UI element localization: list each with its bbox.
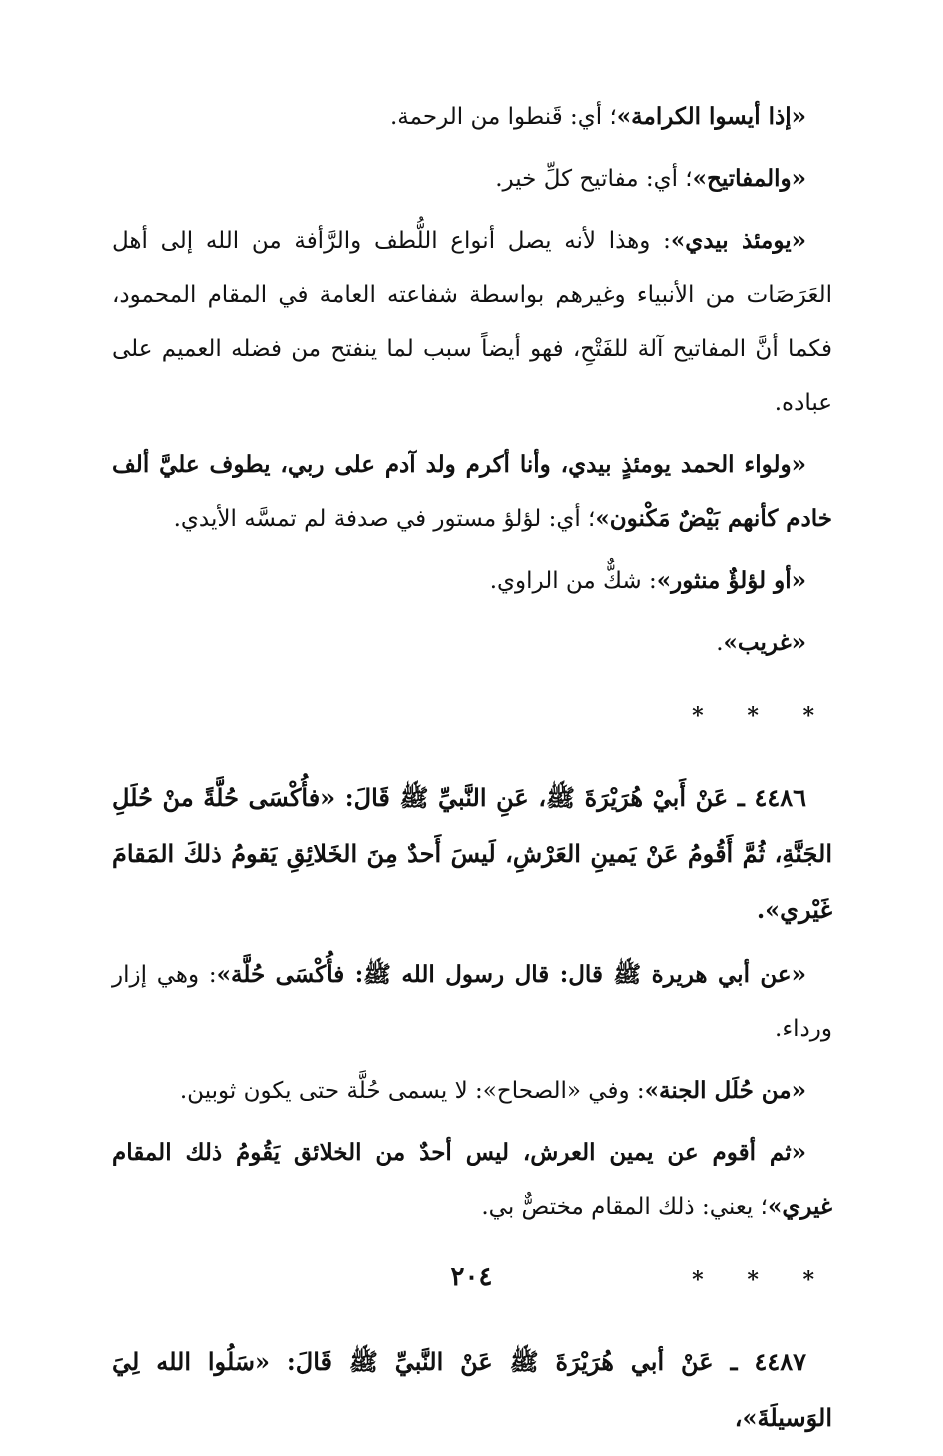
commentary-section-2 (112, 948, 832, 1234)
punctuation: : (629, 1078, 645, 1104)
explanation-text: وفي «الصحاح»: لا يسمى حُلَّة حتى يكون ثوبين. (179, 1078, 630, 1104)
commentary-section-1 (112, 90, 832, 670)
commentary-paragraph (112, 438, 832, 546)
punctuation: : (650, 228, 671, 254)
section-separator: * * * (692, 703, 832, 729)
commentary-paragraph (112, 90, 832, 144)
explanation-text: أي: مفاتيح كلِّ خير. (495, 166, 678, 192)
commentary-paragraph (112, 554, 832, 608)
punctuation: : (641, 568, 657, 594)
explanation-text: أي: قَنطوا من الرحمة. (389, 104, 603, 130)
quoted-phrase: «عن أبي هريرة ﷺ قال: قال رسول الله ﷺ: فأُكْسَى حُلَّة» (216, 961, 806, 988)
punctuation: ؛ (677, 166, 693, 192)
punctuation: ؛ (602, 104, 617, 130)
quoted-phrase: «إذا أيسوا الكرامة» (616, 103, 806, 130)
explanation-text: يعني: ذلك المقام مختصٌّ بي. (481, 1194, 754, 1220)
punctuation: ؛ (753, 1194, 768, 1220)
quoted-phrase: «يومئذ بيدي» (670, 227, 806, 254)
hadith-4486: ٤٤٨٦ ـ عَنْ أَبيْ هُرَيْرَةَ ﷺ، عَنِ النَّبيِّ ﷺ قَالَ: «فأُكْسَى حُلَّةً منْ حُلَلِ الجَنَّةِ، ثُمَّ أَقُومُ عَنْ يَمينِ العَرْشِ، لَيسَ أَحدٌ مِنَ الخَلائِقِ يَقومُ ذلكَ المَقامَ غَيْري». (112, 783, 832, 924)
commentary-paragraph (112, 152, 832, 206)
explanation-text: شكٌّ من الراوي. (489, 568, 642, 594)
hadith-4487: ٤٤٨٧ ـ عَنْ أبي هُرَيْرَةَ ﷺ عَنْ النَّبيِّ ﷺ قَالَ: «سَلُوا الله لِيَ الوَسيلَةَ»، (112, 1347, 832, 1432)
explanation-text: وهذا لأنه يصل أنواع اللُّطف والرَّأفة من الله إلى أهل العَرَصَات من الأنبياء وغيرهم بواسطة شفاعته العامة في المقام المحمود، فكما أنَّ المفاتيح آلة للفَتْحِ، فهو أيضاً سبب لما ينفتح من فضله العميم على عباده. (112, 228, 832, 416)
explanation-text: . (716, 630, 724, 656)
quoted-phrase: «ثم أقوم عن يمين العرش، ليس أحدٌ من الخلائق يَقُومُ ذلك المقام غيري» (112, 1139, 832, 1220)
punctuation: ؛ (580, 506, 596, 532)
section-separator: * * * (692, 1267, 832, 1293)
quoted-phrase: «أو لؤلؤٌ منثور» (656, 567, 806, 594)
commentary-paragraph (112, 1126, 832, 1234)
quoted-phrase: «والمفاتيح» (692, 165, 806, 192)
explanation-text: وهي إزار ورداء. (112, 962, 832, 1042)
main-text (112, 90, 832, 1456)
page-number: ٢٠٤ (450, 1262, 493, 1292)
commentary-paragraph (112, 948, 832, 1056)
commentary-paragraph (112, 214, 832, 430)
quoted-phrase: «ولواء الحمد يومئذٍ بيدي، وأنا أكرم ولد آدم على ربي، يطوف عليَّ ألف خادم كأنهم بَيْضٌ مَكْنون» (112, 451, 832, 532)
explanation-text: أي: لؤلؤ مستور في صدفة لم تمسَّه الأيدي. (173, 506, 581, 532)
quoted-phrase: «غريب» (723, 629, 806, 656)
commentary-paragraph (112, 616, 832, 670)
quoted-phrase: «من حُلَل الجنة» (644, 1077, 806, 1104)
commentary-paragraph (112, 1064, 832, 1118)
punctuation: : (199, 962, 217, 988)
